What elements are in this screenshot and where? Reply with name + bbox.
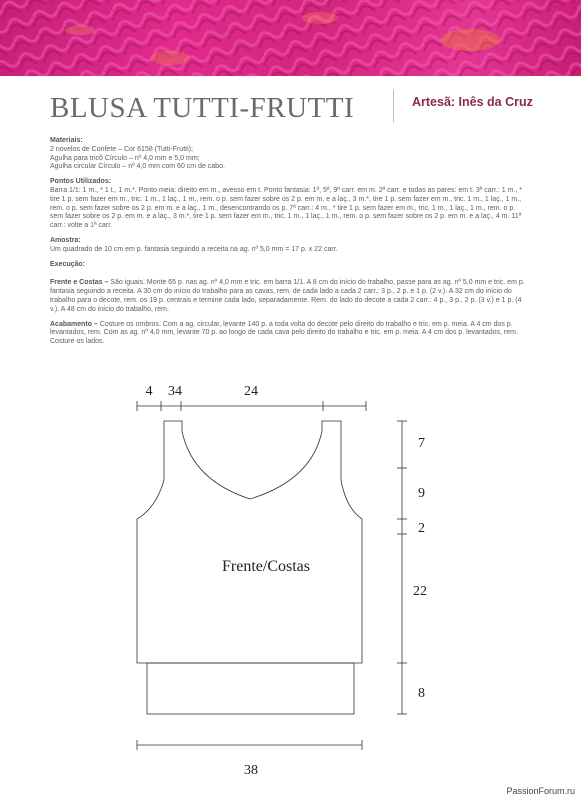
materials-line: 2 novelos de Confete – Cor 6158 (Tutti-Frutti); — [50, 145, 193, 153]
dim-side-1: 7 — [418, 436, 425, 451]
page-title: BLUSA TUTTI-FRUTTI — [50, 92, 355, 124]
pattern-instructions — [50, 137, 528, 347]
front-back-label: Frente e Costas – — [50, 279, 109, 287]
execution-heading: Execução: — [50, 260, 86, 268]
stitches-heading: Pontos Utilizados: — [50, 178, 112, 186]
finishing-label: Acabamento – — [50, 320, 98, 328]
yarn-texture — [0, 0, 581, 76]
dim-shoulder: 4 — [145, 384, 153, 399]
watermark: PassionForum.ru — [506, 786, 575, 796]
dim-side-4: 22 — [413, 584, 427, 599]
gauge-heading: Amostra: — [50, 236, 81, 244]
finishing-paragraph — [50, 321, 528, 347]
ribbing-band — [147, 663, 354, 714]
gauge-text: Um quadrado de 10 cm em p. fantasia seguindo a receita na ag. nº 5,0 mm = 17 p. x 22 carr. — [50, 245, 338, 253]
title-divider — [393, 90, 394, 122]
materials-line: Agulha para tricô Círculo – nº 4,0 mm e 5,0 mm; — [50, 154, 200, 162]
dim-neckline: 24 — [244, 384, 258, 399]
front-back-paragraph — [50, 279, 528, 314]
artisan-credit: Artesã: Inês da Cruz — [412, 95, 533, 109]
yarn-photo-banner — [0, 0, 581, 76]
materials-heading: Materiais: — [50, 137, 83, 144]
dim-width: 38 — [244, 763, 258, 778]
dim-side-2: 9 — [418, 486, 425, 501]
dim-side-3: 2 — [418, 521, 425, 536]
materials-line: Agulha circular Círculo – nº 4,0 mm com 60 cm de cabo. — [50, 163, 225, 171]
dim-side-5: 8 — [418, 686, 425, 701]
stitches-text: Barra 1/1: 1 m., * 1 t., 1 m.*. Ponto meia: direito em m., avesso em t. Ponto fantasia: 1ª, 5ª, 9ª carr. em m. 2ª carr. e todas as pares: em t. 3ª carr.: 1 m., * tire 1 p. sem fazer em m., tric. 1 m., 1 laç., 1 m., rem. o p. sem fazer sobre os 2 p. em m. e a laç., 3 m.*, tire 1 p. sem fazer em m., tric. 1 m., 1 laç., 1 m., rem. o p. sem fazer sobre os 2 p. em m. e a laç., 1 m., desencontrando os p. 7ª carr.: 4 m., * tire 1 p. sem fazer em m., tric. 1 m., 1 laç., 1 m., rem. o p. sem fazer sobre os 2 p. em m. e a laç., 3 m.*, tire 1 p. sem fazer em m., tric. 1 m., 1 laç., 1 m., rem. o p. sem fazer sobre os 2 p. em m. e a laç., 4 m. 11ª carr.: volte a 1ª carr. — [50, 186, 523, 230]
finishing-text: Costure os ombros. Com a ag. circular, levante 140 p. a toda volta do decote pelo direito do trabalho e tric. em p. meia. A 4 cm dos p. levantados, rem. Com as ag. nº 4,0 mm, levante 70 p. ao longo de cada cava pelo direito do trabalho e tric. em p. meia. A 4 cm dos p. levantados, rem. Costure os lados. — [50, 320, 518, 346]
garment-outline — [137, 421, 362, 663]
piece-label: Frente/Costas — [222, 558, 310, 575]
dim-strap: 34 — [168, 384, 182, 399]
front-back-text: São iguais. Monte 65 p. nas ag. nº 4,0 mm e tric. em barra 1/1. A 8 cm do início do trabalho, passe para as ag. nº 5,0 mm e tric. em p. fantasia seguindo a receita. A 30 cm do início do trabalho para as cavas, rem. de cada lado a cada 2 carr.: 3 p., 2 p. e 1 p. (2 v.). A 32 cm do início do trabalho para o decote, rem. os 19 p. centrais e termine cada lado, separadamente. Rem. do lado do decote a cada 2 carr.: 4 p., 3 p., 2 p. (3 v.) e 1 p. (4 v.). A 48 cm do início do trabalho, rem. — [50, 279, 525, 313]
schematic-diagram — [0, 370, 581, 790]
